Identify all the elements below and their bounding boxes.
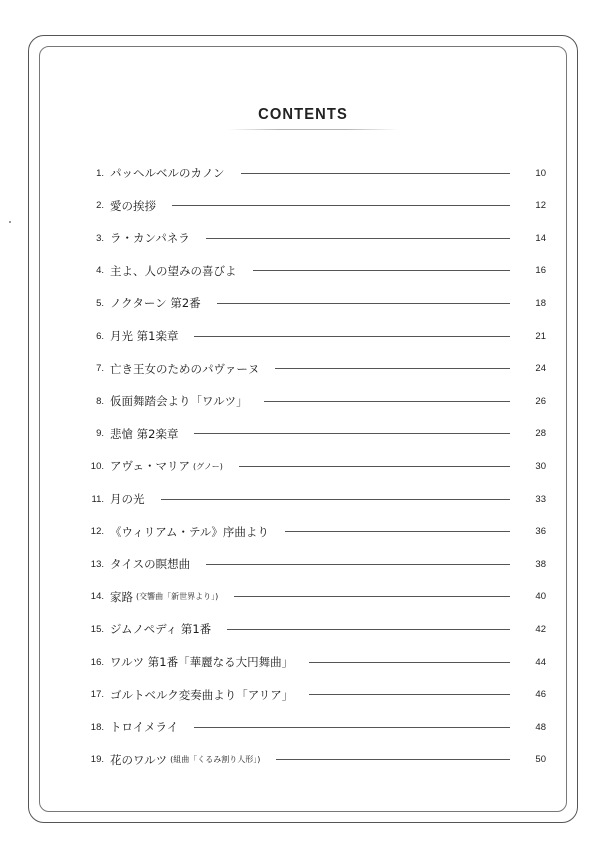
toc-entry-title: 月の光	[110, 492, 145, 506]
toc-entry	[82, 325, 546, 347]
toc-leader-line	[161, 499, 511, 500]
toc-entry-title: 《ウィリアム・テル》序曲より	[110, 524, 269, 539]
toc-entry-page: 38	[535, 558, 546, 570]
toc-entry-number: 6.	[96, 330, 104, 342]
toc-entry-page: 12	[535, 200, 546, 212]
toc-entry	[82, 390, 546, 412]
toc-entry-subtitle: (グノー)	[193, 461, 223, 471]
toc-leader-line	[239, 466, 510, 467]
toc-entry-page: 46	[535, 689, 546, 701]
toc-leader-line	[285, 531, 510, 532]
toc-entry-page: 16	[535, 265, 546, 277]
toc-entry-title: ノクターン 第2番	[110, 296, 201, 311]
toc-entry	[82, 455, 546, 477]
toc-entry	[82, 292, 546, 314]
toc-entry-number: 15.	[90, 623, 104, 635]
toc-entry-page: 21	[535, 330, 546, 342]
toc-entry	[82, 651, 546, 673]
toc-entry-title: 月光 第1楽章	[110, 329, 179, 343]
toc-entry-title: タイスの瞑想曲	[110, 557, 191, 572]
toc-entry-number: 10.	[90, 460, 104, 472]
toc-entry-number: 17.	[90, 689, 104, 701]
toc-entry-page: 10	[535, 167, 546, 179]
toc-entry-title: 花のワルツ	[110, 752, 168, 767]
toc-entry-number: 1.	[96, 167, 104, 179]
toc-entry-number: 11.	[91, 493, 104, 505]
toc-entry-page: 42	[535, 623, 546, 635]
toc-entry	[82, 358, 546, 380]
toc-entry-title: トロイメライ	[110, 720, 179, 735]
toc-entry	[82, 162, 546, 184]
contents-heading: CONTENTS	[258, 106, 348, 123]
toc-entry-title: 仮面舞踏会より「ワルツ」	[110, 394, 248, 409]
toc-entry	[82, 586, 546, 608]
table-of-contents	[82, 162, 546, 774]
toc-entry-number: 9.	[96, 428, 104, 440]
toc-leader-line	[217, 303, 510, 304]
toc-entry-page: 50	[535, 754, 546, 766]
toc-entry-page: 40	[535, 591, 546, 603]
toc-entry-number: 19.	[90, 754, 104, 766]
toc-entry-page: 33	[535, 493, 546, 505]
toc-entry-title: 悲愴 第2楽章	[110, 426, 179, 441]
toc-leader-line	[227, 629, 510, 630]
toc-entry-page: 18	[535, 297, 546, 309]
toc-entry-number: 12.	[90, 526, 104, 538]
toc-leader-line	[241, 173, 510, 174]
toc-entry	[82, 260, 546, 282]
toc-leader-line	[264, 401, 510, 402]
toc-entry-title: ワルツ 第1番「華麗なる大円舞曲」	[110, 655, 294, 669]
toc-entry-page: 36	[535, 526, 546, 538]
toc-entry-number: 5.	[96, 297, 104, 309]
toc-entry-number: 4.	[96, 265, 104, 277]
toc-entry-title: パッヘルベルのカノン	[110, 166, 225, 180]
toc-leader-line	[206, 238, 510, 239]
toc-entry-page: 28	[535, 428, 546, 440]
heading-underline	[228, 129, 398, 130]
toc-entry	[82, 423, 546, 445]
toc-leader-line	[194, 433, 510, 434]
toc-entry-number: 16.	[90, 656, 104, 668]
toc-entry	[82, 488, 546, 510]
toc-entry-number: 2.	[96, 200, 104, 212]
toc-leader-line	[275, 368, 510, 369]
toc-entry	[82, 553, 546, 575]
toc-leader-line	[172, 205, 510, 206]
toc-entry-number: 3.	[96, 232, 104, 244]
toc-leader-line	[194, 727, 510, 728]
toc-entry-title: 愛の挨拶	[110, 198, 156, 213]
toc-entry-page: 44	[535, 656, 546, 668]
toc-entry	[82, 618, 546, 640]
toc-entry-number: 14.	[90, 591, 104, 603]
toc-entry-page: 14	[535, 232, 546, 244]
toc-leader-line	[194, 336, 510, 337]
toc-entry-number: 8.	[96, 395, 104, 407]
toc-leader-line	[253, 270, 511, 271]
toc-entry-title: ゴルトベルク変奏曲より「アリア」	[110, 687, 294, 702]
toc-entry	[82, 749, 546, 771]
toc-leader-line	[309, 694, 510, 695]
toc-leader-line	[234, 596, 510, 597]
toc-entry-number: 18.	[90, 721, 104, 733]
toc-entry-title: ラ・カンパネラ	[110, 231, 190, 246]
toc-entry-subtitle: (組曲「くるみ割り人形」)	[170, 755, 261, 765]
toc-entry-number: 7.	[96, 363, 104, 375]
toc-entry-subtitle: (交響曲「新世界より」)	[136, 592, 219, 602]
toc-entry-page: 30	[535, 460, 546, 472]
toc-entry	[82, 227, 546, 249]
toc-entry-page: 26	[535, 395, 546, 407]
toc-entry	[82, 521, 546, 543]
toc-entry-page: 48	[535, 721, 546, 733]
toc-entry-title: 主よ、人の望みの喜びよ	[110, 263, 237, 278]
toc-entry	[82, 716, 546, 738]
toc-leader-line	[206, 564, 510, 565]
toc-entry-title: ジムノペディ 第1番	[110, 622, 212, 637]
toc-entry-number: 13.	[90, 558, 104, 570]
scan-speck	[9, 221, 11, 223]
toc-leader-line	[309, 662, 510, 663]
toc-leader-line	[276, 759, 510, 760]
toc-entry-title: アヴェ・マリア	[110, 459, 191, 474]
toc-entry	[82, 195, 546, 217]
toc-entry-title: 亡き王女のためのパヴァーヌ	[110, 361, 260, 376]
toc-entry-page: 24	[535, 363, 546, 375]
toc-entry-title: 家路	[110, 589, 133, 604]
toc-entry	[82, 684, 546, 706]
